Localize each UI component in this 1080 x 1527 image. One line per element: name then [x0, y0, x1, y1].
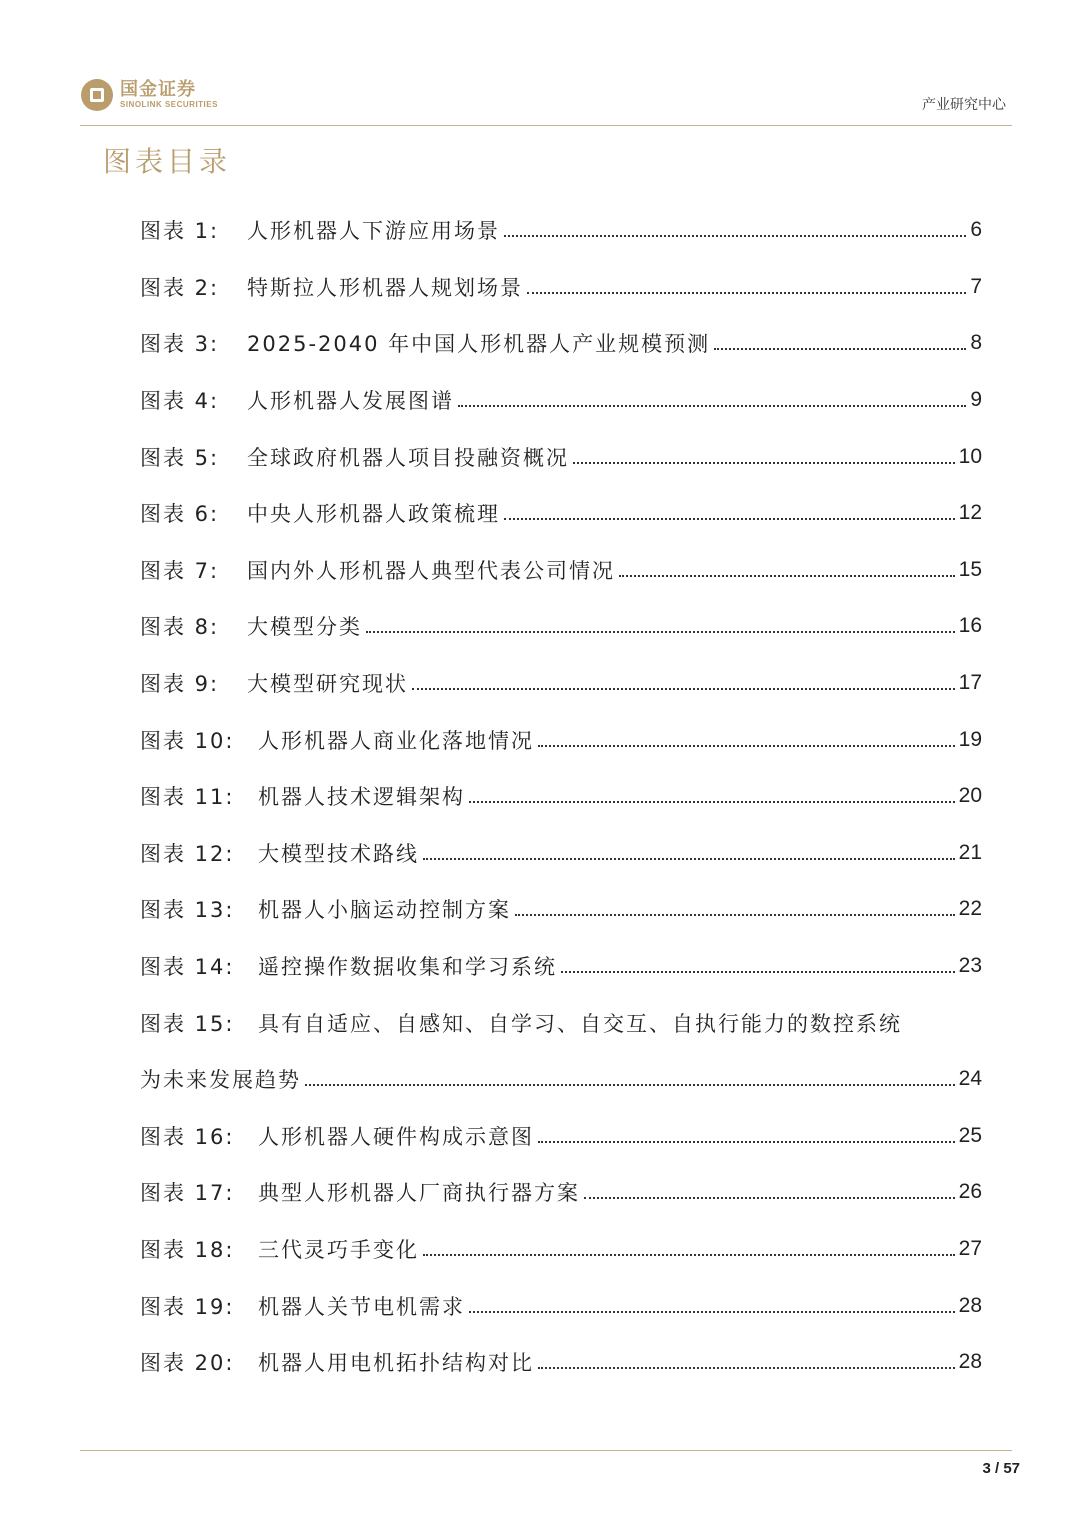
toc-entry-title: 机器人小脑运动控制方案	[258, 898, 511, 923]
toc-entry-title: 人形机器人硬件构成示意图	[258, 1124, 534, 1149]
toc-entry-title: 大模型分类	[247, 615, 362, 640]
toc-entry-continuation[interactable]	[140, 1051, 982, 1108]
toc-leader-dots	[412, 688, 955, 690]
toc-entry[interactable]	[140, 259, 982, 316]
toc-leader-dots	[584, 1197, 955, 1199]
toc-entry[interactable]	[140, 428, 982, 485]
toc-entry-title: 大模型研究现状	[247, 672, 408, 697]
toc-entry-label: 图表 11:	[140, 785, 235, 810]
toc-entry-title: 机器人技术逻辑架构	[258, 785, 465, 810]
footer-divider	[80, 1450, 1012, 1451]
toc-entry[interactable]	[140, 1221, 982, 1278]
toc-entry-page: 19	[958, 727, 982, 751]
toc-entry-title: 人形机器人发展图谱	[247, 389, 454, 414]
toc-entry-page: 28	[958, 1350, 982, 1374]
toc-entry[interactable]	[140, 202, 982, 259]
toc-entry-title: 全球政府机器人项目投融资概况	[247, 445, 569, 470]
toc-entry[interactable]	[140, 485, 982, 542]
toc-entry-page: 8	[970, 331, 982, 355]
toc-entry-label: 图表 20:	[140, 1351, 235, 1376]
toc-entry-page: 9	[970, 388, 982, 412]
toc-leader-dots	[305, 1084, 955, 1086]
toc-list	[140, 202, 982, 1390]
sinolink-logo	[80, 78, 218, 112]
toc-entry-page: 17	[958, 671, 982, 695]
toc-entry-label: 图表 2:	[140, 275, 220, 300]
toc-leader-dots	[619, 575, 955, 577]
toc-entry-label: 图表 4:	[140, 389, 220, 414]
toc-entry-page: 10	[958, 444, 982, 468]
toc-entry-page: 23	[958, 954, 982, 978]
toc-entry-page: 28	[958, 1293, 982, 1317]
toc-leader-dots	[423, 858, 955, 860]
toc-entry-label: 图表 15:	[140, 1011, 235, 1036]
toc-entry-page: 26	[958, 1180, 982, 1204]
toc-leader-dots	[366, 631, 955, 633]
header-divider	[80, 125, 1012, 126]
toc-entry-page: 27	[958, 1236, 982, 1260]
toc-entry-page: 21	[958, 840, 982, 864]
toc-entry-label: 图表 6:	[140, 502, 220, 527]
toc-entry-label: 图表 3:	[140, 332, 220, 357]
toc-entry-page: 6	[970, 218, 982, 242]
toc-entry-title: 2025-2040 年中国人形机器人产业规模预测	[247, 332, 711, 357]
toc-entry-label: 图表 1:	[140, 219, 220, 244]
toc-entry-title: 机器人用电机拓扑结构对比	[258, 1351, 534, 1376]
toc-entry-title: 大模型技术路线	[258, 841, 419, 866]
toc-entry[interactable]	[140, 768, 982, 825]
toc-leader-dots	[458, 405, 966, 407]
logo-chinese-name: 国金证券	[120, 79, 196, 100]
toc-leader-dots	[423, 1254, 955, 1256]
toc-leader-dots	[573, 462, 955, 464]
toc-leader-dots	[538, 745, 955, 747]
toc-entry-label: 图表 5:	[140, 445, 220, 470]
toc-entry-label: 图表 13:	[140, 898, 235, 923]
toc-entry-title: 国内外人形机器人典型代表公司情况	[247, 558, 615, 583]
toc-leader-dots	[527, 292, 966, 294]
toc-entry-title: 机器人关节电机需求	[258, 1294, 465, 1319]
toc-entry[interactable]	[140, 542, 982, 599]
toc-entry-label: 图表 17:	[140, 1181, 235, 1206]
toc-entry-title: 中央人形机器人政策梳理	[247, 502, 500, 527]
toc-entry[interactable]	[140, 881, 982, 938]
toc-leader-dots	[538, 1141, 955, 1143]
toc-entry-label: 图表 14:	[140, 955, 235, 980]
toc-entry[interactable]	[140, 994, 982, 1051]
toc-entry-title: 三代灵巧手变化	[258, 1237, 419, 1262]
toc-entry-page: 20	[958, 784, 982, 808]
toc-leader-dots	[538, 1367, 955, 1369]
toc-entry-label: 图表 19:	[140, 1294, 235, 1319]
toc-entry[interactable]	[140, 598, 982, 655]
toc-entry[interactable]	[140, 1108, 982, 1165]
sinolink-logo-icon	[80, 78, 114, 112]
toc-entry-label: 图表 9:	[140, 672, 220, 697]
toc-entry[interactable]	[140, 711, 982, 768]
toc-leader-dots	[504, 518, 955, 520]
toc-entry[interactable]	[140, 938, 982, 995]
toc-entry[interactable]	[140, 1334, 982, 1391]
toc-entry[interactable]	[140, 372, 982, 429]
toc-entry[interactable]	[140, 655, 982, 712]
toc-entry[interactable]	[140, 825, 982, 882]
toc-title: 图表目录	[103, 145, 232, 178]
toc-entry-title: 特斯拉人形机器人规划场景	[247, 275, 523, 300]
toc-leader-dots	[469, 801, 955, 803]
toc-entry-page: 25	[958, 1123, 982, 1147]
toc-entry-title-continued: 为未来发展趋势	[140, 1068, 301, 1093]
toc-entry-title: 遥控操作数据收集和学习系统	[258, 955, 557, 980]
toc-entry-title: 人形机器人下游应用场景	[247, 219, 500, 244]
page-header	[80, 74, 1012, 126]
toc-leader-dots	[714, 348, 966, 350]
toc-entry[interactable]	[140, 1164, 982, 1221]
toc-entry-title: 人形机器人商业化落地情况	[258, 728, 534, 753]
toc-entry-page: 22	[958, 897, 982, 921]
toc-entry[interactable]	[140, 1277, 982, 1334]
toc-entry[interactable]	[140, 315, 982, 372]
toc-entry-page: 7	[970, 274, 982, 298]
toc-entry-label: 图表 8:	[140, 615, 220, 640]
logo-english-name: SINOLINK SECURITIES	[120, 100, 218, 109]
toc-entry-title: 具有自适应、自感知、自学习、自交互、自执行能力的数控系统	[258, 1011, 902, 1036]
toc-leader-dots	[515, 914, 955, 916]
toc-entry-label: 图表 18:	[140, 1237, 235, 1262]
toc-entry-title: 典型人形机器人厂商执行器方案	[258, 1181, 580, 1206]
toc-entry-label: 图表 10:	[140, 728, 235, 753]
toc-entry-page: 12	[958, 501, 982, 525]
department-name: 产业研究中心	[922, 97, 1006, 113]
toc-entry-page: 15	[958, 557, 982, 581]
toc-entry-page: 16	[958, 614, 982, 638]
toc-leader-dots	[504, 235, 966, 237]
toc-entry-page: 24	[958, 1067, 982, 1091]
toc-entry-label: 图表 12:	[140, 841, 235, 866]
toc-leader-dots	[469, 1311, 955, 1313]
page-number: 3 / 57	[982, 1460, 1020, 1477]
toc-entry-label: 图表 7:	[140, 558, 220, 583]
toc-leader-dots	[561, 971, 955, 973]
toc-entry-label: 图表 16:	[140, 1124, 235, 1149]
